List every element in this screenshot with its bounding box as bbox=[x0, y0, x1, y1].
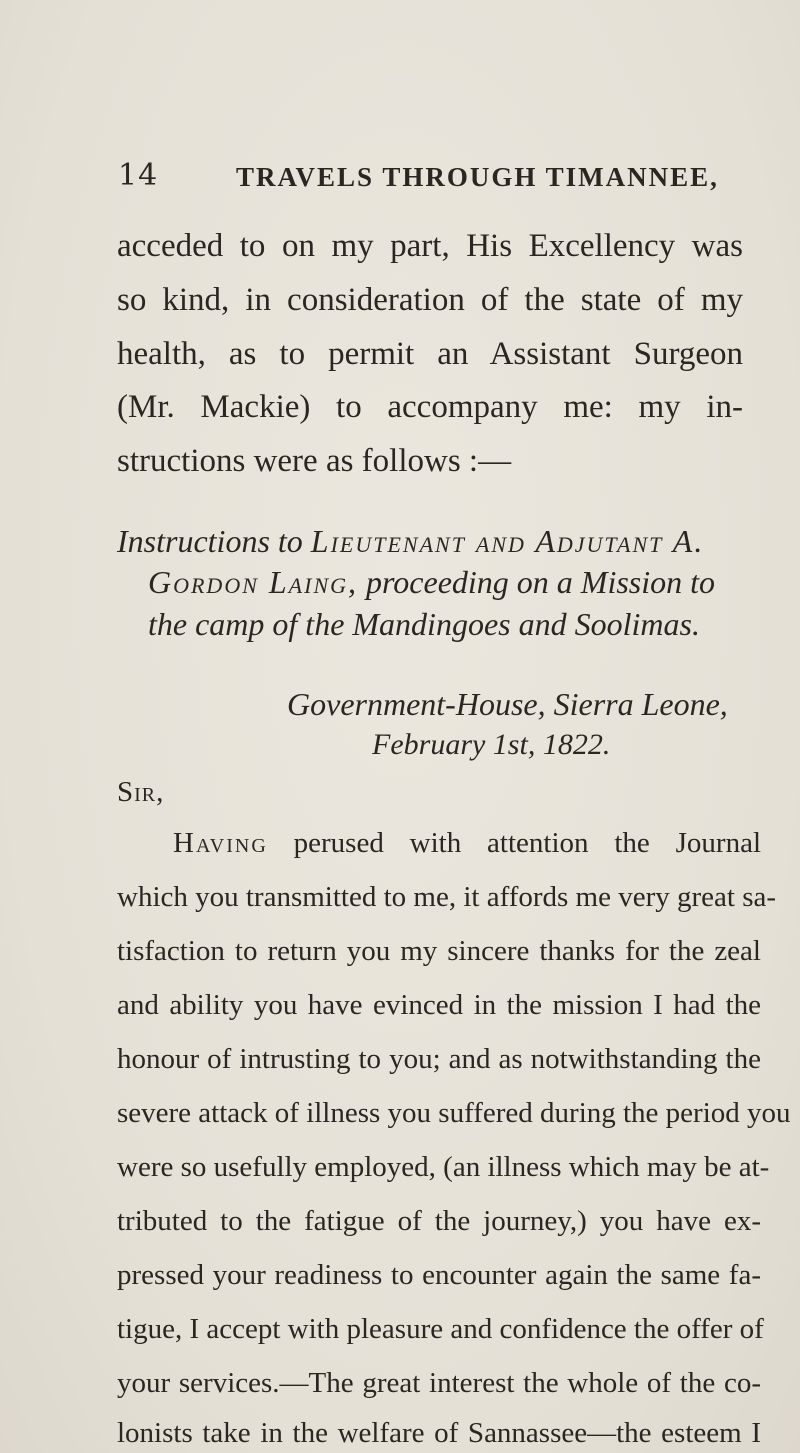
page-number: 14 bbox=[118, 158, 159, 193]
letter-line bbox=[173, 827, 761, 860]
letter-line: honour of intrusting to you; and as notwithstanding the bbox=[117, 1043, 761, 1075]
instructions-mission: proceeding on a Mission to bbox=[358, 564, 716, 600]
instructions-heading-line-3: the camp of the Mandingoes and Soolimas. bbox=[148, 606, 700, 642]
letter-place: Government-House, Sierra Leone, bbox=[287, 686, 728, 722]
letter-line: were so usefully employed, (an illness which may be at- bbox=[117, 1151, 770, 1183]
letter-line: and ability you have evinced in the mission I had the bbox=[117, 989, 761, 1021]
salutation: Sir, bbox=[117, 776, 165, 808]
letter-line: lonists take in the welfare of Sannassee—the esteem I bbox=[117, 1417, 761, 1449]
paragraph-line: health, as to permit an Assistant Surgeon bbox=[117, 336, 743, 372]
letter-line: tisfaction to return you my sincere thanks for the zeal bbox=[117, 935, 761, 967]
paragraph-line: so kind, in consideration of the state of my bbox=[117, 282, 743, 318]
paragraph-line: structions were as follows :— bbox=[117, 443, 512, 479]
instructions-addressee: Lieutenant and Adjutant A. bbox=[310, 523, 705, 559]
paragraph-line: (Mr. Mackie) to accompany me: my in- bbox=[117, 389, 743, 425]
letter-first-line-rest: perused with attention the Journal bbox=[267, 827, 761, 859]
paragraph-line: acceded to on my part, His Excellency was bbox=[117, 228, 743, 264]
letter-line: tigue, I accept with pleasure and confidence the offer of bbox=[117, 1313, 764, 1345]
page-header bbox=[118, 158, 740, 198]
letter-line: severe attack of illness you suffered during the period you bbox=[117, 1097, 791, 1129]
letter-line: your services.—The great interest the whole of the co- bbox=[117, 1367, 761, 1399]
running-title: TRAVELS THROUGH TIMANNEE, bbox=[236, 162, 719, 192]
letter-first-word: Having bbox=[173, 827, 268, 859]
instructions-name: Gordon Laing, bbox=[148, 564, 359, 600]
instructions-prefix: Instructions to bbox=[117, 523, 311, 559]
letter-line: pressed your readiness to encounter again the same fa- bbox=[117, 1259, 761, 1291]
letter-line: tributed to the fatigue of the journey,) you have ex- bbox=[117, 1205, 761, 1237]
instructions-heading-line-2 bbox=[148, 564, 715, 601]
letter-date: February 1st, 1822. bbox=[372, 728, 611, 761]
letter-line: which you transmitted to me, it affords me very great sa- bbox=[117, 881, 777, 913]
instructions-heading-line-1 bbox=[117, 523, 704, 560]
